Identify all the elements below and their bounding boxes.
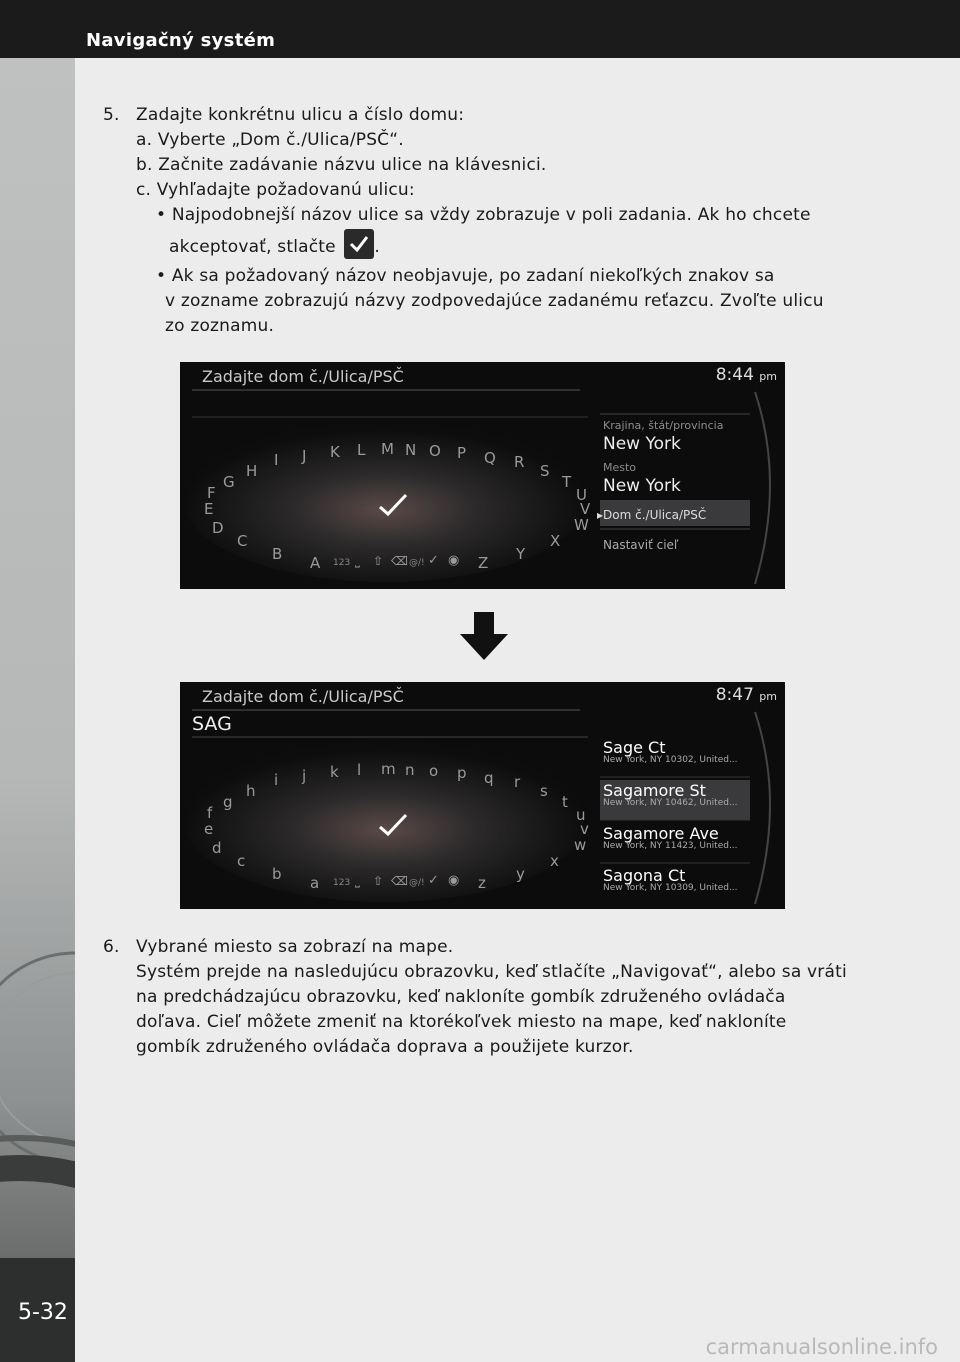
street-entry-field[interactable]: SAG [192, 713, 232, 735]
step6-line3: na predchádzajúcu obrazovku, keď nakloníte gombík združeného ovládača [136, 987, 786, 1007]
screen2-clock: 8:47 pm [715, 685, 777, 705]
section-title: Navigačný systém [86, 30, 276, 51]
letter-key[interactable]: J [302, 447, 307, 465]
letter-key[interactable]: N [405, 441, 417, 459]
country-label: Krajina, štát/provincia [603, 419, 724, 432]
screen2-header: Zadajte dom č./Ulica/PSČ [202, 687, 404, 706]
watermark: carmanualsonline.info [705, 1335, 938, 1359]
check-key-icon-2[interactable]: ✓ [428, 873, 439, 888]
result-item[interactable]: Sagona Ct New York, NY 10309, United... [603, 866, 738, 893]
page-number: 5-32 [18, 1300, 68, 1325]
letter-key[interactable]: U [576, 486, 587, 504]
letter-key[interactable]: u [576, 806, 586, 824]
letter-key[interactable]: q [484, 769, 494, 787]
steering-wheel-graphic [0, 58, 75, 1362]
symbol-key[interactable]: @/! [409, 558, 425, 568]
letter-key[interactable]: E [204, 500, 214, 518]
letter-key[interactable]: e [204, 820, 214, 838]
bullet2-line2: v zozname zobrazujú názvy zodpovedajúce zadanému reťazcu. Zvoľte ulicu [165, 291, 824, 311]
letter-key[interactable]: Q [484, 449, 496, 467]
step5-number: 5. [103, 105, 120, 125]
backspace-key-icon-2[interactable]: ⌫ [391, 874, 408, 888]
letter-key[interactable]: S [540, 462, 550, 480]
step6-number: 6. [103, 937, 120, 957]
letter-key[interactable]: A [310, 554, 321, 572]
globe-key-icon-2[interactable]: ◉ [448, 873, 460, 888]
letter-key[interactable]: L [357, 441, 366, 459]
letter-key[interactable]: I [274, 451, 279, 469]
letter-key[interactable]: l [357, 761, 362, 779]
step6-line2: Systém prejde na nasledujúcu obrazovku, keď stlačíte „Navigovať“, alebo sa vráti [136, 962, 847, 982]
space-key-icon-2[interactable]: ⎵ [355, 874, 360, 888]
letter-key[interactable]: n [405, 761, 415, 779]
letter-key[interactable]: T [562, 473, 572, 491]
letter-key[interactable]: f [207, 804, 213, 822]
step6-line4: doľava. Cieľ môžete zmeniť na ktorékoľvek miesto na mape, keď nakloníte [136, 1012, 787, 1032]
letter-key[interactable]: a [310, 874, 320, 892]
shift-key-icon-2[interactable]: ⇧ [373, 874, 384, 888]
letter-key[interactable]: Z [478, 554, 489, 572]
backspace-key-icon[interactable]: ⌫ [391, 554, 408, 568]
letter-key[interactable]: F [207, 484, 216, 502]
letter-key[interactable]: d [212, 839, 222, 857]
bullet2-line3: zo zoznamu. [165, 316, 275, 336]
bullet-2: • Ak sa požadovaný názov neobjavuje, po zadaní niekoľkých znakov sa [156, 266, 775, 286]
letter-key[interactable]: o [429, 762, 439, 780]
letter-key[interactable]: R [514, 453, 525, 471]
letter-key[interactable]: B [272, 545, 283, 563]
result-item[interactable]: Sage Ct New York, NY 10302, United... [603, 738, 738, 765]
letter-key[interactable]: m [381, 760, 396, 778]
street-selected-item[interactable]: ▸Dom č./Ulica/PSČ [597, 508, 707, 522]
check-key-icon[interactable]: ✓ [428, 553, 439, 568]
step6-line5: gombík združeného ovládača doprava a použijete kurzor. [136, 1037, 634, 1057]
set-destination-item[interactable]: Nastaviť cieľ [603, 538, 679, 552]
letter-key[interactable]: p [457, 764, 467, 782]
country-value[interactable]: New York [603, 434, 681, 454]
step5-a: a. Vyberte „Dom č./Ulica/PSČ“. [136, 130, 404, 150]
numeric-key[interactable]: 123 [333, 558, 351, 568]
letter-key[interactable]: b [272, 865, 282, 883]
letter-key[interactable]: G [223, 473, 235, 491]
step5-text: Zadajte konkrétnu ulicu a číslo domu: [136, 105, 465, 125]
letter-key[interactable]: c [237, 852, 246, 870]
result-item[interactable]: Sagamore St New York, NY 10462, United... [603, 781, 738, 808]
letter-key[interactable]: s [540, 782, 548, 800]
down-arrow-icon [460, 612, 508, 662]
screen1-header: Zadajte dom č./Ulica/PSČ [202, 367, 404, 386]
numeric-key-2[interactable]: 123 [333, 878, 351, 888]
bullet1-end: . [374, 237, 381, 257]
letter-key[interactable]: X [550, 532, 561, 550]
letter-key[interactable]: r [514, 773, 521, 791]
letter-key[interactable]: D [212, 519, 224, 537]
letter-key[interactable]: v [580, 820, 589, 838]
bullet-1: • Najpodobnejší názov ulice sa vždy zobrazuje v poli zadania. Ak ho chcete [156, 205, 811, 225]
check-button-icon [344, 229, 374, 259]
letter-key[interactable]: j [302, 767, 307, 785]
sidebar-dashboard-image [0, 58, 75, 1362]
letter-key[interactable]: z [478, 874, 486, 892]
letter-key[interactable]: V [580, 500, 591, 518]
letter-key[interactable]: g [223, 793, 233, 811]
letter-key[interactable]: k [330, 763, 339, 781]
letter-key[interactable]: K [330, 443, 340, 461]
letter-key[interactable]: x [550, 852, 559, 870]
step6-line1: Vybrané miesto sa zobrazí na mape. [136, 937, 454, 957]
header-bar [0, 0, 960, 58]
letter-key[interactable]: t [562, 793, 568, 811]
symbol-key-2[interactable]: @/! [409, 878, 425, 888]
bullet2-line1: Ak sa požadovaný názov neobjavuje, po zadaní niekoľkých znakov sa [171, 266, 775, 286]
result-item[interactable]: Sagamore Ave New York, NY 11423, United... [603, 824, 738, 851]
letter-key[interactable]: M [381, 440, 394, 458]
letter-key[interactable]: y [516, 865, 525, 883]
screenshot-lowercase-keyboard [180, 682, 785, 909]
letter-key[interactable]: h [246, 782, 256, 800]
letter-key[interactable]: H [246, 462, 258, 480]
shift-key-icon[interactable]: ⇧ [373, 554, 384, 568]
letter-key[interactable]: w [574, 836, 587, 854]
letter-key[interactable]: i [274, 771, 279, 789]
letter-key[interactable]: W [574, 516, 589, 534]
letter-key[interactable]: C [237, 532, 248, 550]
bullet1-line2-wrap [169, 232, 380, 262]
screenshot-uppercase-keyboard [180, 362, 785, 589]
bullet1-line1: Najpodobnejší názov ulice sa vždy zobrazuje v poli zadania. Ak ho chcete [171, 205, 811, 225]
letter-key[interactable]: P [457, 444, 467, 462]
city-value[interactable]: New York [603, 476, 681, 496]
bullet1-line2: akceptovať, stlačte [169, 237, 336, 257]
city-label: Mesto [603, 461, 637, 474]
letter-key[interactable]: O [429, 442, 441, 460]
screen1-clock: 8:44 pm [715, 365, 777, 385]
space-key-icon[interactable]: ⎵ [355, 554, 360, 568]
step5-b: b. Začnite zadávanie názvu ulice na klávesnici. [136, 155, 547, 175]
globe-key-icon[interactable]: ◉ [448, 553, 460, 568]
step5-c: c. Vyhľadajte požadovanú ulicu: [136, 180, 415, 200]
letter-key[interactable]: Y [516, 545, 526, 563]
